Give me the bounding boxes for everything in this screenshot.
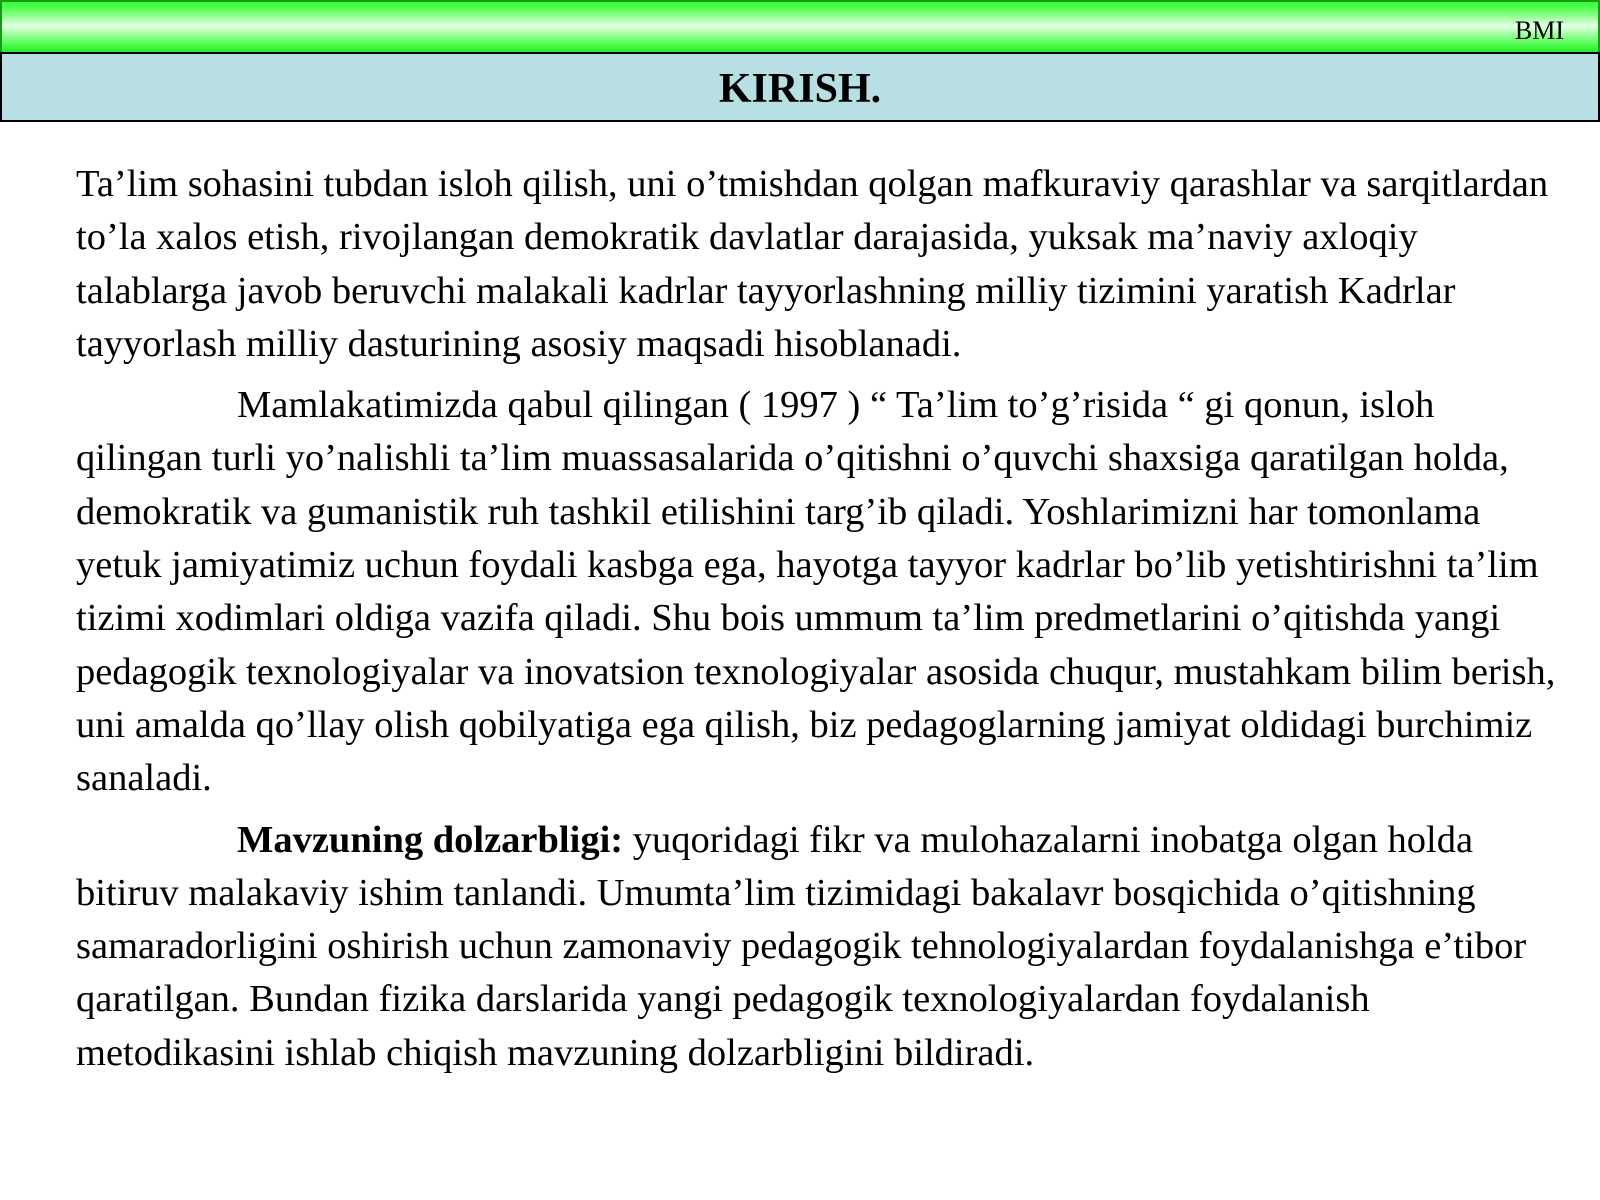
paragraph-relevance <box>76 814 1570 1080</box>
document-body <box>76 158 1570 1088</box>
paragraph-law: Mamlakatimizda qabul qilingan ( 1997 ) “ Ta’lim to’g’risida “ gi qonun, isloh qilingan turli yo’nalishli ta’lim muassasalarida o’qitishni o’quvchi shaxsiga qaratilgan holda, demokratik va gumanistik ruh tashkil etilishini targ’ib qiladi. Yoshlarimizni har tomonlama yetuk jamiyatimiz uchun foydali kasbga ega, hayotga tayyor kadrlar bo’lib yetishtirishni ta’lim tizimi xodimlari oldiga vazifa qiladi. Shu bois ummum ta’lim predmetlarini o’qitishda yangi pedagogik texnologiyalar va inovatsion texnologiyalar asosida chuqur, mustahkam bilim berish, uni amalda qo’llay olish qobilyatiga ega qilish, biz pedagoglarning jamiyat oldidagi burchimiz sanaladi. <box>76 384 1556 800</box>
relevance-text: yuqoridagi fikr va mulohazalarni inobatga olgan holda bitiruv malakaviy ishim tanlandi. Umumta’lim tizimidagi bakalavr bosqichida o’qitishning samaradorligini oshirish uchun zamonaviy pedagogik tehnologiyalardan foydalanishga e’tibor qaratilgan. Bundan fizika darslarida yangi pedagogik texnologiyalardan foydalanish metodikasini ishlab chiqish mavzuning dolzarbligini bildiradi. <box>76 818 1527 1074</box>
page-title: KIRISH. <box>718 66 882 112</box>
paragraph-intro: Ta’lim sohasini tubdan isloh qilish, uni o’tmishdan qolgan mafkuraviy qarashlar va sarqitlardan to’la xalos etish, rivojlangan demokratik davlatlar darajasida, yuksak ma’naviy axloqiy talablarga javob beruvchi malakali kadrlar tayyorlashning milliy tizimini yaratish Kadrlar tayyorlash milliy dasturining asosiy maqsadi hisoblanadi. <box>76 163 1549 365</box>
corner-label: BMI <box>1514 16 1564 45</box>
top-banner <box>0 0 1600 54</box>
relevance-heading: Mavzuning dolzarbligi: <box>237 818 624 861</box>
title-banner <box>0 52 1600 122</box>
